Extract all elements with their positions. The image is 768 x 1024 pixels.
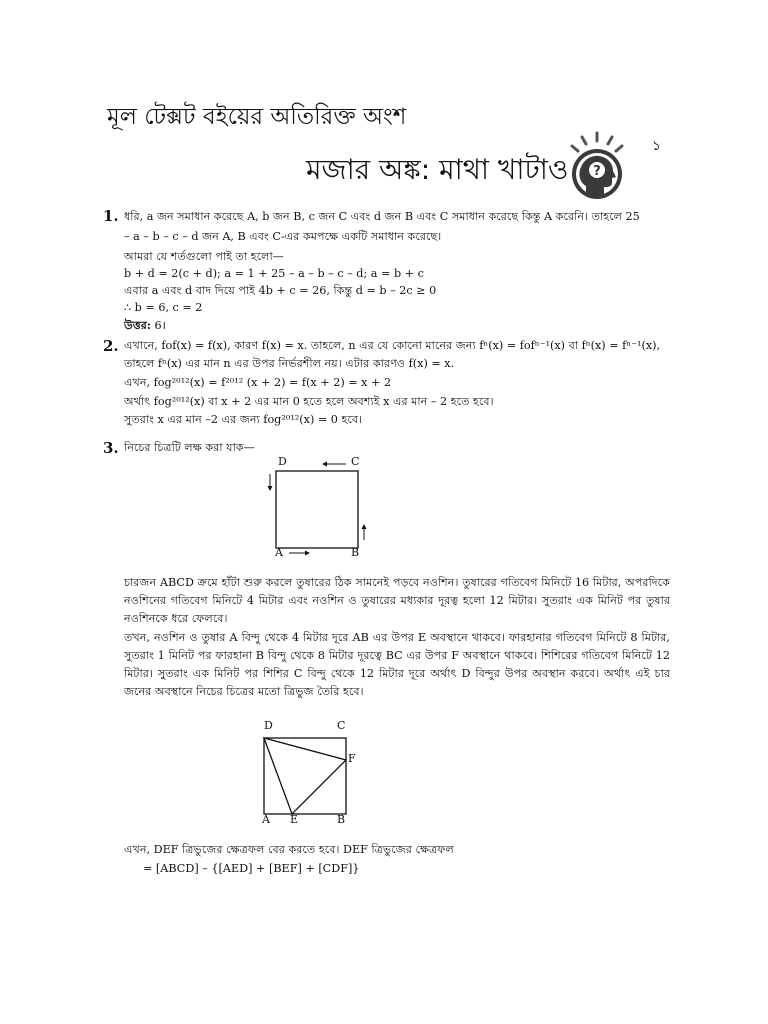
head-question-icon [562, 130, 632, 202]
q2-line-2: তাহলে fⁿ(x) এর মান n এর উপর নির্ভরশীল নয়। এটার কারণও f(x) = x. [124, 357, 455, 370]
q1-line-2: – a – b – c – d জন A, B এবং C-এর কমপক্ষে একটি সমাধান করেছে। [124, 230, 442, 243]
q1-line-6: ∴ b = 6, c = 2 [124, 301, 203, 314]
fig1-label-c: C [351, 455, 360, 468]
header-title: মূল টেক্সট বইয়ের অতিরিক্ত অংশ [107, 104, 407, 130]
page-number: ১ [652, 138, 662, 154]
q2-line-1: এখানে, fof(x) = f(x), কারণ f(x) = x. তাহলে, n এর যে কোনো মানের জন্য fⁿ(x) = fofⁿ⁻¹(x) বা fⁿ(x) = fⁿ⁻¹(x), [124, 339, 661, 352]
answer-value: 6। [151, 319, 166, 332]
fig1-label-b: B [351, 546, 360, 559]
fig2-label-e: E [290, 813, 299, 826]
q3-area-formula: = [ABCD] – {[AED] + [BEF] + [CDF]} [143, 862, 360, 875]
answer-label: উত্তর: [124, 318, 151, 332]
q3-paragraph-2: তখন, নওশিন ও তুষার A বিন্দু থেকে 4 মিটার দূরে AB এর উপর E অবস্থানে থাকবে। ফারহানার গতিবেগ মিনিটে 8 মিটার, সুতরাং 1 মিনিট পর ফারহানা B বিন্দু থেকে 8 মিটার দূরত্বে BC এর উপর F অবস্থানে থাকবে। শিশিরের গতিবেগ মিনিটে 12 মিটার। সুতরাং এক মিনিট পর শিশির C বিন্দু থেকে 12 মিটার দূরে অর্থাৎ D বিন্দুর উপর অবস্থান করবে। অর্থাৎ এই চার জনের অবস্থানে নিচের চিত্রের মতো ত্রিভুজ তৈরি হবে। [124, 631, 670, 698]
question-1-number: 1. [103, 207, 119, 225]
q1-line-1: ধরি, a জন সমাধান করেছে A, b জন B, c জন C এবং d জন B এবং C সমাধান করেছে কিন্তু A করেনি। তাহলে 25 [124, 210, 640, 223]
q2-line-4: অর্থাৎ fog²⁰¹²(x) বা x + 2 এর মান 0 হতে হলে অবশ্যই x এর মান – 2 হতে হবে। [124, 395, 494, 408]
q3-area-line: এখন, DEF ত্রিভুজের ক্ষেত্রফল বের করতে হবে। DEF ত্রিভুজের ক্ষেত্রফল [124, 843, 454, 856]
fig2-label-b: B [337, 813, 346, 826]
q1-line-5: এবার a এবং d বাদ দিয়ে পাই 4b + c = 26, কিন্তু d = b – 2c ≥ 0 [124, 284, 437, 297]
q1-line-3: আমরা যে শর্তগুলো পাই তা হলো— [124, 250, 284, 263]
question-3-number: 3. [103, 439, 119, 457]
q1-line-4: b + d = 2(c + d); a = 1 + 25 – a – b – c – d; a = b + c [124, 267, 424, 280]
q2-line-5: সুতরাং x এর মান –2 এর জন্য fog²⁰¹²(x) = 0 হবে। [124, 413, 363, 426]
fig2-label-c: C [337, 719, 346, 732]
fig2-label-d: D [264, 719, 273, 732]
svg-text:?: ? [593, 164, 601, 179]
section-title: মজার অঙ্ক: মাথা খাটাও [306, 153, 569, 186]
fig2-label-a: A [262, 813, 270, 826]
q2-line-3: এখন, fog²⁰¹²(x) = f²⁰¹² (x + 2) = f(x + 2) = x + 2 [124, 376, 392, 389]
fig2-label-f: F [348, 752, 356, 765]
fig1-label-a: A [275, 546, 283, 559]
q3-paragraph-1: চারজন ABCD ক্রমে হাঁটা শুরু করলে তুষারের ঠিক সামনেই পড়বে নওশিন। তুষারের গতিবেগ মিনিটে 16 মিটার, অপরদিকে নওশিনের গতিবেগ মিনিটে 4 মিটার এবং নওশিন ও তুষারের মধ্যকার দূরত্ব হলো 12 মিটার। সুতরাং এক মিনিট পর তুষার নওশিনকে ধরে ফেলবে। [124, 576, 670, 625]
q1-answer [124, 317, 166, 334]
figure-triangle-def [255, 730, 355, 820]
question-2-number: 2. [103, 337, 119, 355]
q3-intro: নিচের চিত্রটি লক্ষ করা যাক— [124, 441, 255, 454]
fig1-label-d: D [278, 455, 287, 468]
